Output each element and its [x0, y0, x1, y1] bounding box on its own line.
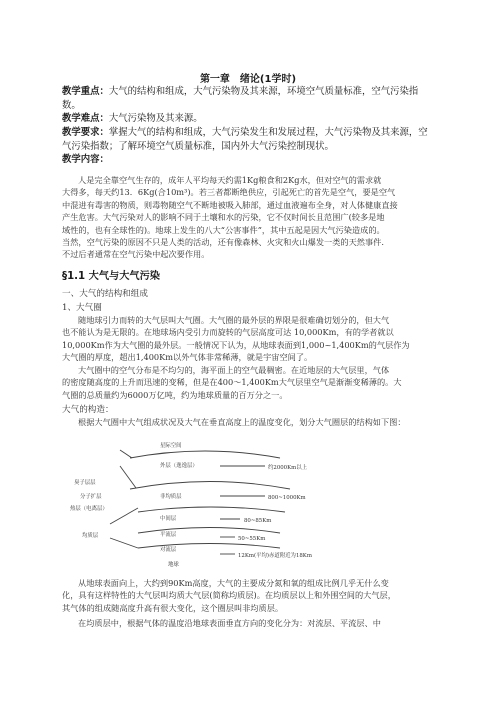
chapter-title: 第一章 绪论(1学时) [199, 74, 297, 85]
label-exo-height: 约2000Km以上 [268, 465, 308, 471]
intro-line: 人是完全靠空气生存的，成年人平均每天约需1Kg粮食和2Kg水，但对空气的需求就 [78, 175, 382, 185]
label-space: 星际空间 [160, 443, 182, 449]
structure-text: 根据大气圈中大气组成状况及大气在垂直高度上的温度变化，划分大气圈层的结构如下图： [78, 417, 406, 427]
atmosphere-paragraph-1: 随地球引力而转的大气层叫大气圈。大气圈的最外层的界限是很难确切划分的，但大气 也不能认为是无限的。在地球场内受引力而旋转的气层高度可达 10,000Km，有的学者就以 10,000Km作为大气圈的最外层。一般情况下认为，从地球表面到1,000~1,400Km的气层作为 大气圈的厚度，超出1,400Km以外气体非常稀薄，就是宇宙空间了。 [62, 315, 410, 363]
label-exosphere: 外层（逸逸层） [160, 463, 198, 469]
label-thermo-height: 800~1000Km [268, 495, 306, 501]
intro-line: 不过后者通常在空气污染中起次要作用。 [62, 249, 210, 260]
layers-paragraph: 在均质层中，根据气体的温度沿地球表面垂直方向的变化分为：对流层、平流层、中 [78, 618, 381, 628]
atmosphere-paragraph-2: 大气圈中的空气分布是不均匀的，海平面上的空气最稠密。在近地层的大气层里，气体 的密度随高度的上升而迅速的变稀，但是在400～1,400Km大气层里空气是渐渐变稀薄的。大 气圈的总质量约为6000万亿吨，约为地球质量的百万分之一。 [62, 365, 402, 400]
structure-label: 大气的构造： [62, 405, 114, 415]
intro-line: 域性的，也有全球性的)。地球上发生的八大“公害事件”，其中五起是因大气污染造成的。 [62, 224, 385, 235]
intro-line: 当然，空气污染的原因不只是人类的活动，还有像森林、火灾和火山爆发一类的天然事件. [62, 237, 384, 248]
label-homosphere: 均质层 [82, 533, 99, 539]
difficulties [62, 112, 432, 126]
label-tropo-height: 12Km(平均)赤道附近为18Km [238, 553, 312, 559]
difficulties-label: 教学难点： [62, 113, 109, 124]
label-troposphere: 对流层 [160, 547, 177, 553]
key-points-text: 大气的结构和组成，大气污染物及其来源，环境空气质量标准，空气污染指数。 [62, 86, 419, 111]
content-heading [62, 153, 432, 167]
label-meso-height: 80~85Km [244, 518, 272, 524]
label-left-3: 热层（电离层） [70, 506, 108, 512]
intro-line: 中混进有毒害的物质，则毒物随空气不断地被吸入肺部，通过血液遍布全身，对人体健康直接 [62, 199, 398, 210]
requirements [62, 126, 432, 154]
requirements-label: 教学要求： [62, 127, 109, 138]
homosphere-paragraph: 从地球表面向上，大约到90Km高度，大气的主要成分氮和氧的组成比例几乎无什么变 化，具有这样特性的大气层叫均质大气层(简称均质层)。在均质层以上和外围空间的大气层， 其气体的组成随高度升高有很大变化，这个圈层叫非均质层。 [62, 578, 396, 613]
subheading-atmosphere: 1、大气圈 [62, 303, 102, 313]
difficulties-text: 大气污染物及其来源。 [108, 113, 203, 124]
key-points [62, 85, 432, 113]
requirements-text: 掌握大气的结构和组成，大气污染发生和发展过程，大气污染物及其来源，空气污染指数；了解环境空气质量标准，国内外大气污染控制现状。 [62, 127, 428, 152]
atmosphere-structure-diagram [60, 436, 440, 568]
label-earth: 地球 [168, 562, 179, 568]
label-thermosphere: 非均质层 [160, 494, 182, 500]
label-strato-height: 50~55Km [238, 536, 266, 542]
intro-line: 大得多，每天约13．6Kg(合10m³)。若三者都断绝供应，引起死亡的首先是空气，要是空气 [62, 187, 396, 198]
subheading-structure: 一、大气的结构和组成 [62, 289, 148, 299]
key-points-label: 教学重点： [62, 86, 109, 97]
intro-line: 产生危害。大气污染对人的影响不同于土壤和水的污染，它不仅时间长且范围广(较多是地 [62, 212, 385, 223]
label-left-1: 臭子层层 [74, 480, 96, 486]
label-left-2: 分子扩层 [80, 494, 102, 500]
section-heading: §1.1 大气与大气污染 [62, 271, 160, 282]
content-label: 教学内容： [62, 154, 109, 165]
intro-paragraph [62, 174, 434, 261]
label-mesosphere: 中间层 [160, 516, 177, 522]
label-stratosphere: 平流层 [160, 532, 177, 538]
